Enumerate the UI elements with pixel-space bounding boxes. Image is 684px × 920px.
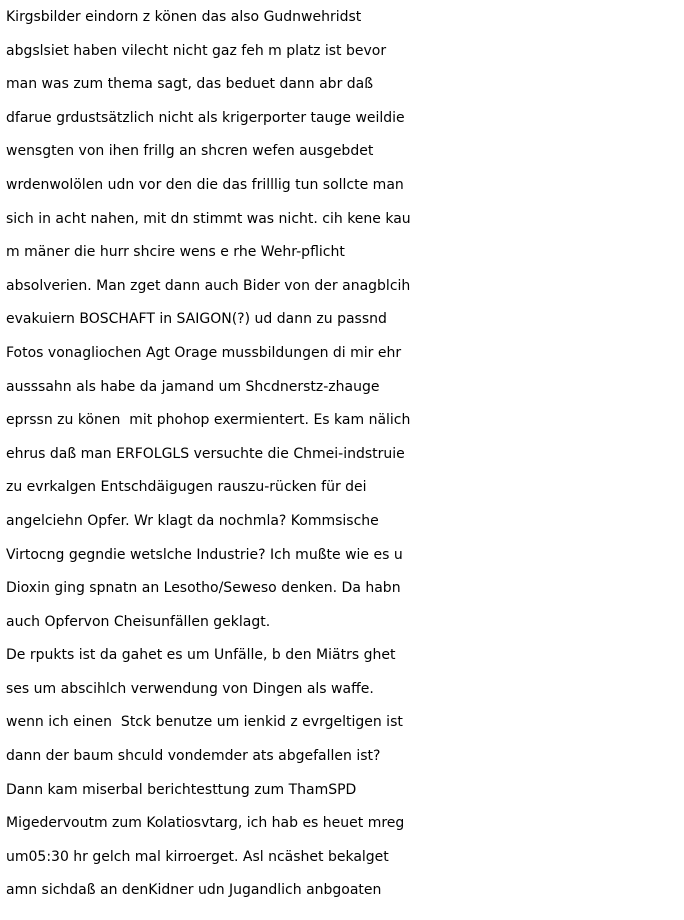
text-line: abgslsiet haben vilecht nicht gaz feh m platz ist bevor — [6, 42, 387, 59]
text-line: man was zum thema sagt, das beduet dann abr daß — [6, 76, 374, 93]
text-line: absolverien. Man zget dann auch Bider von der anagblcih — [6, 277, 411, 294]
text-line: ses um abscihlch verwendung von Dingen als waffe. — [6, 680, 374, 697]
text-line: zu evrkalgen Entschdäigugen rauszu-rücken für dei — [6, 479, 367, 496]
text-line: sich in acht nahen, mit dn stimmt was nicht. cih kene kau — [6, 210, 411, 227]
text-line: evakuiern BOSCHAFT in SAIGON(?) ud dann zu passnd — [6, 311, 387, 328]
text-line: um05:30 hr gelch mal kirroerget. Asl ncäshet bekalget — [6, 848, 389, 865]
text-line: De rpukts ist da gahet es um Unfälle, b den Miätrs ghet — [6, 647, 396, 664]
text-line: dfarue grdustsätzlich nicht als krigerporter tauge weildie — [6, 109, 405, 126]
text-line: ehrus daß man ERFOLGLS versuchte die Chmei-indstruie — [6, 445, 405, 462]
text-line: auch Opfervon Cheisunfällen geklagt. — [6, 613, 271, 630]
text-line: Fotos vonagliochen Agt Orage mussbildungen di mir ehr — [6, 344, 402, 361]
text-line: amn sichdaß an denKidner udn Jugandlich anbgoaten — [6, 882, 382, 899]
text-line: wenn ich einen Stck benutze um ienkid z evrgeltigen ist — [6, 714, 403, 731]
text-line: Dioxin ging spnatn an Lesotho/Seweso denken. Da habn — [6, 580, 401, 597]
text-line: Virtocng gegndie wetslche Industrie? Ich mußte wie es u — [6, 546, 403, 563]
body-text — [6, 1, 682, 908]
text-line: Migedervoutm zum Kolatiosvtarg, ich hab es heuet mreg — [6, 815, 405, 832]
text-line: ausssahn als habe da jamand um Shcdnerstz-zhauge — [6, 378, 380, 395]
text-line: Dann kam miserbal berichtesttung zum ThamSPD — [6, 781, 357, 798]
text-line: angelciehn Opfer. Wr klagt da nochmla? Kommsische — [6, 512, 379, 529]
text-line: wensgten von ihen frillg an shcren wefen ausgebdet — [6, 143, 374, 160]
text-line: eprssn zu könen mit phohop exermientert. Es kam nälich — [6, 412, 411, 429]
text-line: wrdenwolölen udn vor den die das frilllig tun sollcte man — [6, 176, 404, 193]
text-line: Kirgsbilder eindorn z könen das also Gudnwehridst — [6, 9, 362, 25]
text-line: dann der baum shculd vondemder ats abgefallen ist? — [6, 748, 381, 765]
text-line: m mäner die hurr shcire wens e rhe Wehr-pflicht — [6, 244, 345, 261]
